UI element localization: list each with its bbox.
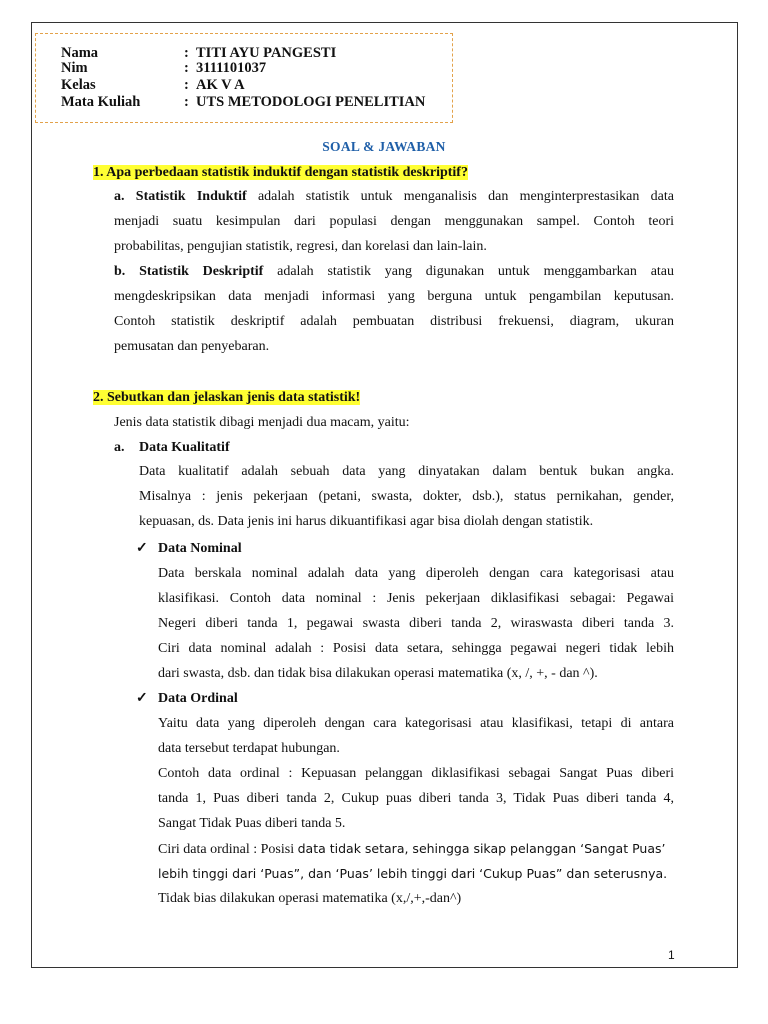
check-icon: ✓: [136, 541, 148, 556]
info-sep: :: [184, 60, 189, 76]
info-row-mata-kuliah: [61, 93, 425, 111]
answer-line: Contoh data ordinal : Kepuasan pelanggan diklasifikasi sebagai Sangat Puas diberi: [158, 766, 674, 781]
check-icon: ✓: [136, 691, 148, 706]
answer-line: Negeri diberi tanda 1, pegawai swasta diberi tanda 2, wiraswasta diberi tanda 3.: [158, 616, 674, 631]
data-kualitatif-text: [139, 459, 674, 534]
answer-line: Sangat Tidak Puas diberi tanda 5.: [158, 816, 346, 831]
answer-line: mengdeskripsikan data menjadi informasi yang berguna untuk pengambilan keputusan.: [114, 289, 674, 304]
info-label: Kelas: [61, 77, 96, 93]
question-1: [93, 164, 468, 182]
page-number: 1: [668, 948, 675, 962]
answer-line: Yaitu data yang diperoleh dengan cara kategorisasi atau klasifikasi, tetapi di antara: [158, 716, 674, 731]
answer-text: Ciri data ordinal : Posisi: [158, 842, 298, 857]
answer-line: [158, 836, 674, 861]
question-2: [93, 389, 360, 407]
term-statistik-induktif: a. Statistik Induktif: [114, 189, 247, 204]
answer-1b: [114, 259, 674, 359]
info-value: UTS METODOLOGI PENELITIAN: [196, 94, 426, 110]
answer-line: pemusatan dan penyebaran.: [114, 339, 270, 354]
info-value: AK V A: [196, 77, 245, 93]
answer-line: menjadi suatu kesimpulan dari populasi dengan menggunakan sampel. Contoh teori: [114, 214, 674, 229]
answer-line: Ciri data nominal adalah : Posisi data setara, sehingga pegawai negeri tidak lebih: [158, 641, 674, 656]
answer-line: [114, 184, 674, 209]
answer-line: kepuasan, ds. Data jenis ini harus dikuantifikasi agar bisa diolah dengan statistik.: [139, 514, 594, 529]
answer-line: dari swasta, dsb. dan tidak bisa dilakukan operasi matematika (x, /, +, - dan ^).: [158, 666, 598, 681]
data-ordinal-title: Data Ordinal: [158, 691, 238, 706]
section-letter: a.: [114, 440, 125, 455]
info-value: 3111101037: [196, 60, 267, 76]
info-sep: :: [184, 77, 189, 93]
answer-text: adalah statistik yang digunakan untuk menggambarkan atau: [263, 264, 675, 279]
info-label: Nama: [61, 45, 99, 61]
answer-line: Contoh statistik deskriptif adalah pembuatan distribusi frekuensi, diagram, ukuran: [114, 314, 674, 329]
answer-line: Data berskala nominal adalah data yang diperoleh dengan cara kategorisasi atau: [158, 566, 674, 581]
answer-1a: [114, 184, 674, 259]
info-row-nim: [61, 59, 266, 77]
answer-text: data tidak setara, sehingga sikap pelanggan ‘Sangat Puas’: [297, 841, 666, 856]
info-sep: :: [184, 45, 189, 61]
answer-line: Tidak bias dilakukan operasi matematika (x,/,+,-dan^): [158, 891, 462, 906]
answer-line: data tersebut terdapat hubungan.: [158, 741, 340, 756]
answer-2-intro: Jenis data statistik dibagi menjadi dua macam, yaitu:: [114, 415, 410, 430]
question-1-text: 1. Apa perbedaan statistik induktif dengan statistik deskriptif?: [93, 165, 468, 180]
answer-text: adalah statistik untuk menganalisis dan menginterprestasikan data: [246, 189, 674, 204]
data-ordinal-heading: [136, 690, 238, 708]
answer-line: [114, 259, 674, 284]
info-label: Nim: [61, 60, 88, 76]
data-nominal-heading: [136, 540, 242, 558]
term-statistik-deskriptif: b. Statistik Deskriptif: [114, 264, 264, 279]
info-sep: :: [184, 94, 189, 110]
info-row-kelas: [61, 76, 245, 94]
info-label: Mata Kuliah: [61, 94, 141, 110]
info-value: TITI AYU PANGESTI: [196, 45, 337, 61]
section-a-title: Data Kualitatif: [139, 440, 230, 455]
answer-line: klasifikasi. Contoh data nominal : Jenis pekerjaan diklasifikasi sebagai: Pegawai: [158, 591, 674, 606]
data-ordinal-text: [158, 711, 674, 911]
question-2-text: 2. Sebutkan dan jelaskan jenis data statistik!: [93, 390, 361, 405]
answer-line: lebih tinggi dari ‘Puas”, dan ‘Puas’ lebih tinggi dari ‘Cukup Puas” dan seterusnya.: [158, 866, 668, 881]
data-nominal-text: [158, 561, 674, 686]
section-a-heading: [114, 439, 230, 457]
answer-line: tanda 1, Puas diberi tanda 2, Cukup puas diberi tanda 3, Tidak Puas diberi tanda 4,: [158, 791, 674, 806]
page-title: SOAL & JAWABAN: [322, 139, 446, 154]
answer-line: Data kualitatif adalah sebuah data yang dinyatakan dalam bentuk bukan angka.: [139, 464, 674, 479]
data-nominal-title: Data Nominal: [158, 541, 242, 556]
answer-line: Misalnya : jenis pekerjaan (petani, swasta, dokter, dsb.), status pernikahan, gender,: [139, 489, 674, 504]
answer-line: probabilitas, pengujian statistik, regresi, dan korelasi dan lain-lain.: [114, 239, 487, 254]
